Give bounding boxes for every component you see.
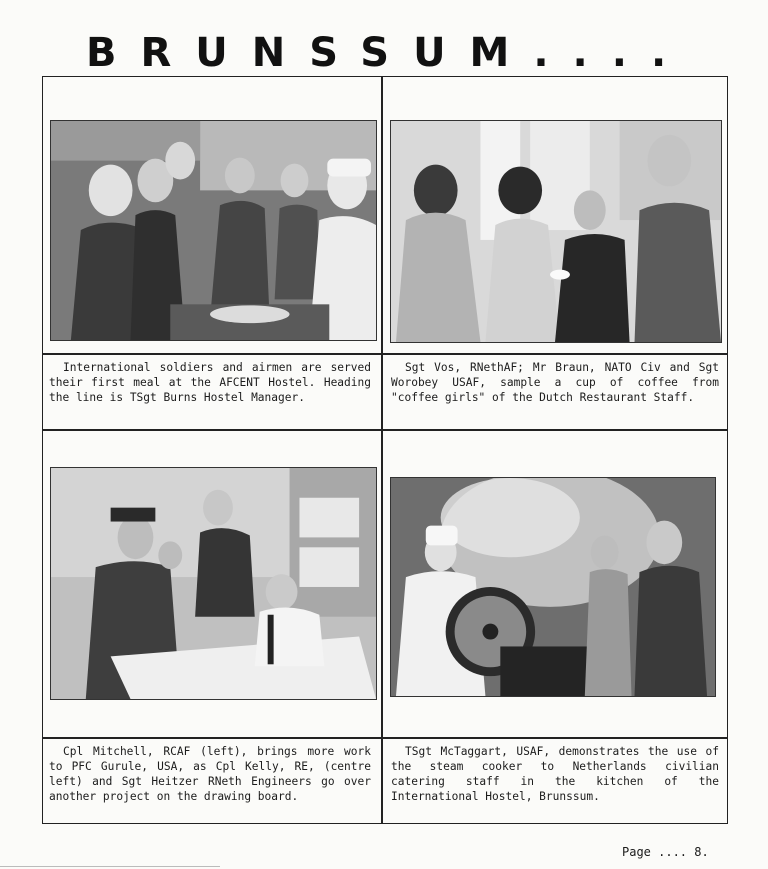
caption-panel-3: Cpl Mitchell, RCAF (left), brings more work to PFC Gurule, USA, as Cpl Kelly, RE, (centre left) and Sgt Heitzer RNeth Engineers go over another project on the drawing board. — [49, 745, 371, 803]
column-divider — [381, 77, 383, 823]
row-divider-bottom-caption — [43, 737, 727, 739]
footer-rule — [0, 866, 220, 867]
row-divider-top-caption — [43, 353, 727, 355]
page-number: Page .... 8. — [622, 845, 709, 859]
caption-panel-2: Sgt Vos, RNethAF; Mr Braun, NATO Civ and Sgt Worobey USAF, sample a cup of coffee from "coffee girls" of the Dutch Restaurant Staff. — [391, 361, 719, 404]
caption-panel-1: International soldiers and airmen are served their first meal at the AFCENT Hostel. Heading the line is TSgt Burns Hostel Manager. — [49, 361, 371, 404]
page-title: BRUNSSUM.... — [86, 30, 691, 76]
photo-drawing-board — [50, 467, 377, 700]
photo-steam-cooker — [390, 477, 716, 697]
caption-panel-4: TSgt McTaggart, USAF, demonstrates the use of the steam cooker to Netherlands civilian catering staff in the kitchen of the International Hostel, Brunssum. — [391, 745, 719, 803]
row-divider-middle — [43, 429, 727, 431]
photo-coffee-girls — [390, 120, 722, 343]
photo-soldiers-meal — [50, 120, 377, 341]
photo-grid — [42, 76, 728, 824]
